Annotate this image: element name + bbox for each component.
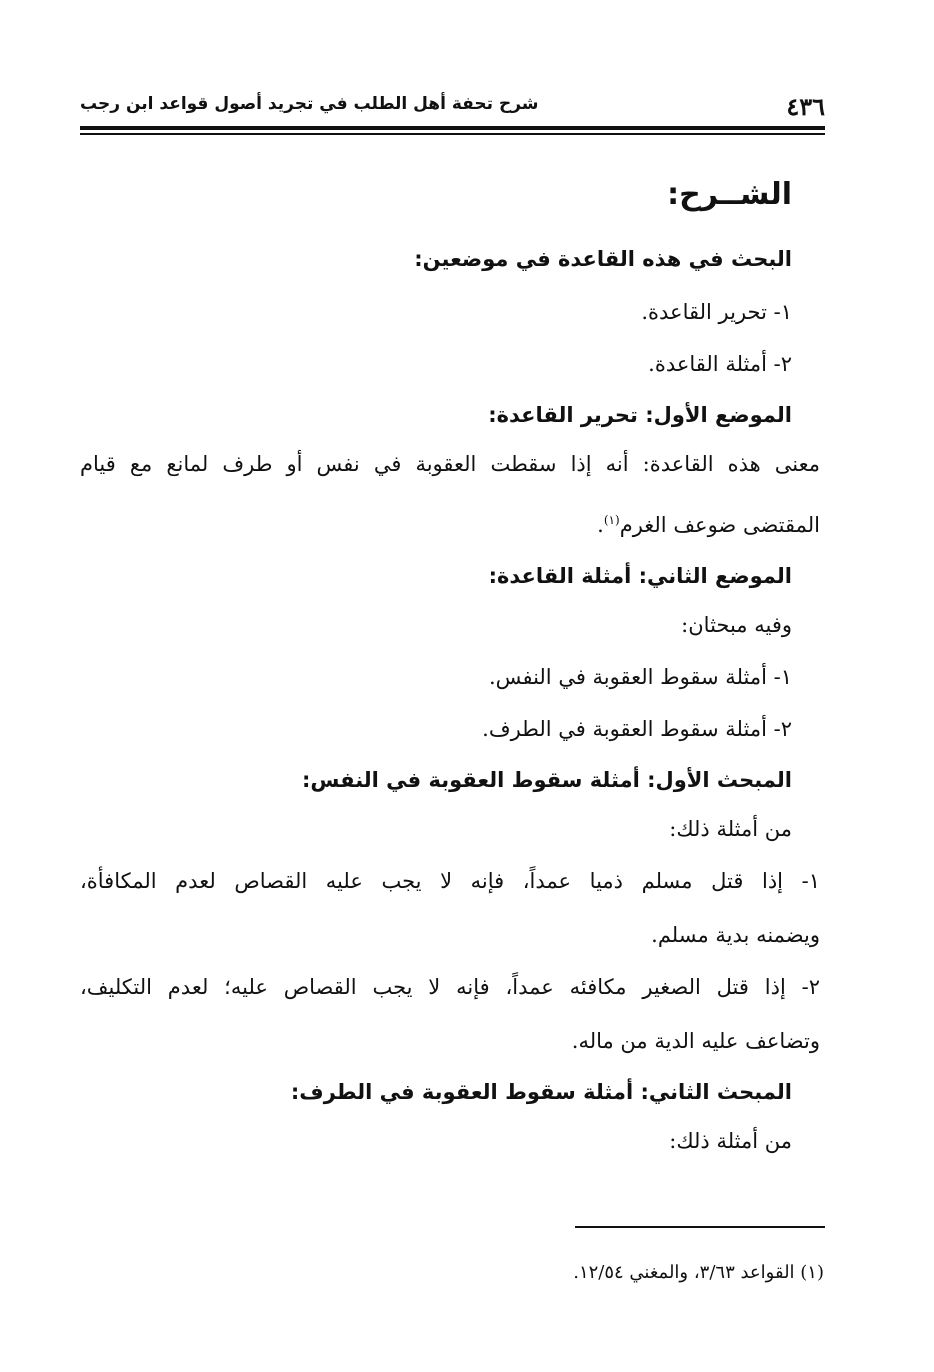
footnote: (١) القواعد ٣/٦٣، والمغني ١٢/٥٤.	[573, 1262, 824, 1283]
topic1-example1-line1: ١- إذا قتل مسلم ذميا عمداً، فإنه لا يجب عليه القصاص لعدم المكافأة،	[80, 869, 820, 893]
footnote-reference: (١)	[603, 513, 620, 527]
header-rule-thick	[80, 126, 825, 130]
footnote-separator	[575, 1226, 825, 1228]
topic1-example2-line2: وتضاعف عليه الدية من ماله.	[571, 1029, 820, 1053]
page-number: ٤٣٦	[786, 92, 825, 121]
page-header	[80, 88, 825, 128]
topic1-example2-line1: ٢- إذا قتل الصغير مكافئه عمداً، فإنه لا يجب القصاص عليه؛ لعدم التكليف،	[80, 975, 820, 999]
list2-item-2: ٢- أمثلة سقوط العقوبة في الطرف.	[482, 717, 792, 741]
main-heading: الشــرح:	[667, 177, 792, 212]
intro-heading: البحث في هذه القاعدة في موضعين:	[414, 247, 792, 271]
list1-item-2: ٢- أمثلة القاعدة.	[648, 352, 792, 376]
section1-heading: الموضع الأول: تحرير القاعدة:	[488, 403, 792, 427]
section2-intro: وفيه مبحثان:	[681, 613, 792, 637]
section1-line-2-text: المقتضى ضوعف الغرم	[619, 513, 820, 537]
section1-line-1: معنى هذه القاعدة: أنه إذا سقطت العقوبة في نفس أو طرف لمانع مع قيام	[80, 452, 820, 476]
section1-line-2-end: .	[597, 513, 604, 537]
topic1-example1-line2: ويضمنه بدية مسلم.	[651, 923, 820, 947]
running-title: شرح تحفة أهل الطلب في تجريد أصول قواعد ابن رجب	[80, 94, 539, 114]
topic1-heading: المبحث الأول: أمثلة سقوط العقوبة في النفس:	[302, 768, 792, 792]
header-rule-thin	[80, 133, 825, 135]
section2-heading: الموضع الثاني: أمثلة القاعدة:	[488, 564, 792, 588]
list1-item-1: ١- تحرير القاعدة.	[641, 300, 792, 324]
list2-item-1: ١- أمثلة سقوط العقوبة في النفس.	[489, 665, 792, 689]
topic1-intro: من أمثلة ذلك:	[669, 817, 792, 841]
section1-line-2	[80, 507, 820, 538]
body-text	[80, 165, 820, 1154]
topic2-heading: المبحث الثاني: أمثلة سقوط العقوبة في الطرف:	[290, 1080, 792, 1104]
topic2-intro: من أمثلة ذلك:	[669, 1129, 792, 1153]
